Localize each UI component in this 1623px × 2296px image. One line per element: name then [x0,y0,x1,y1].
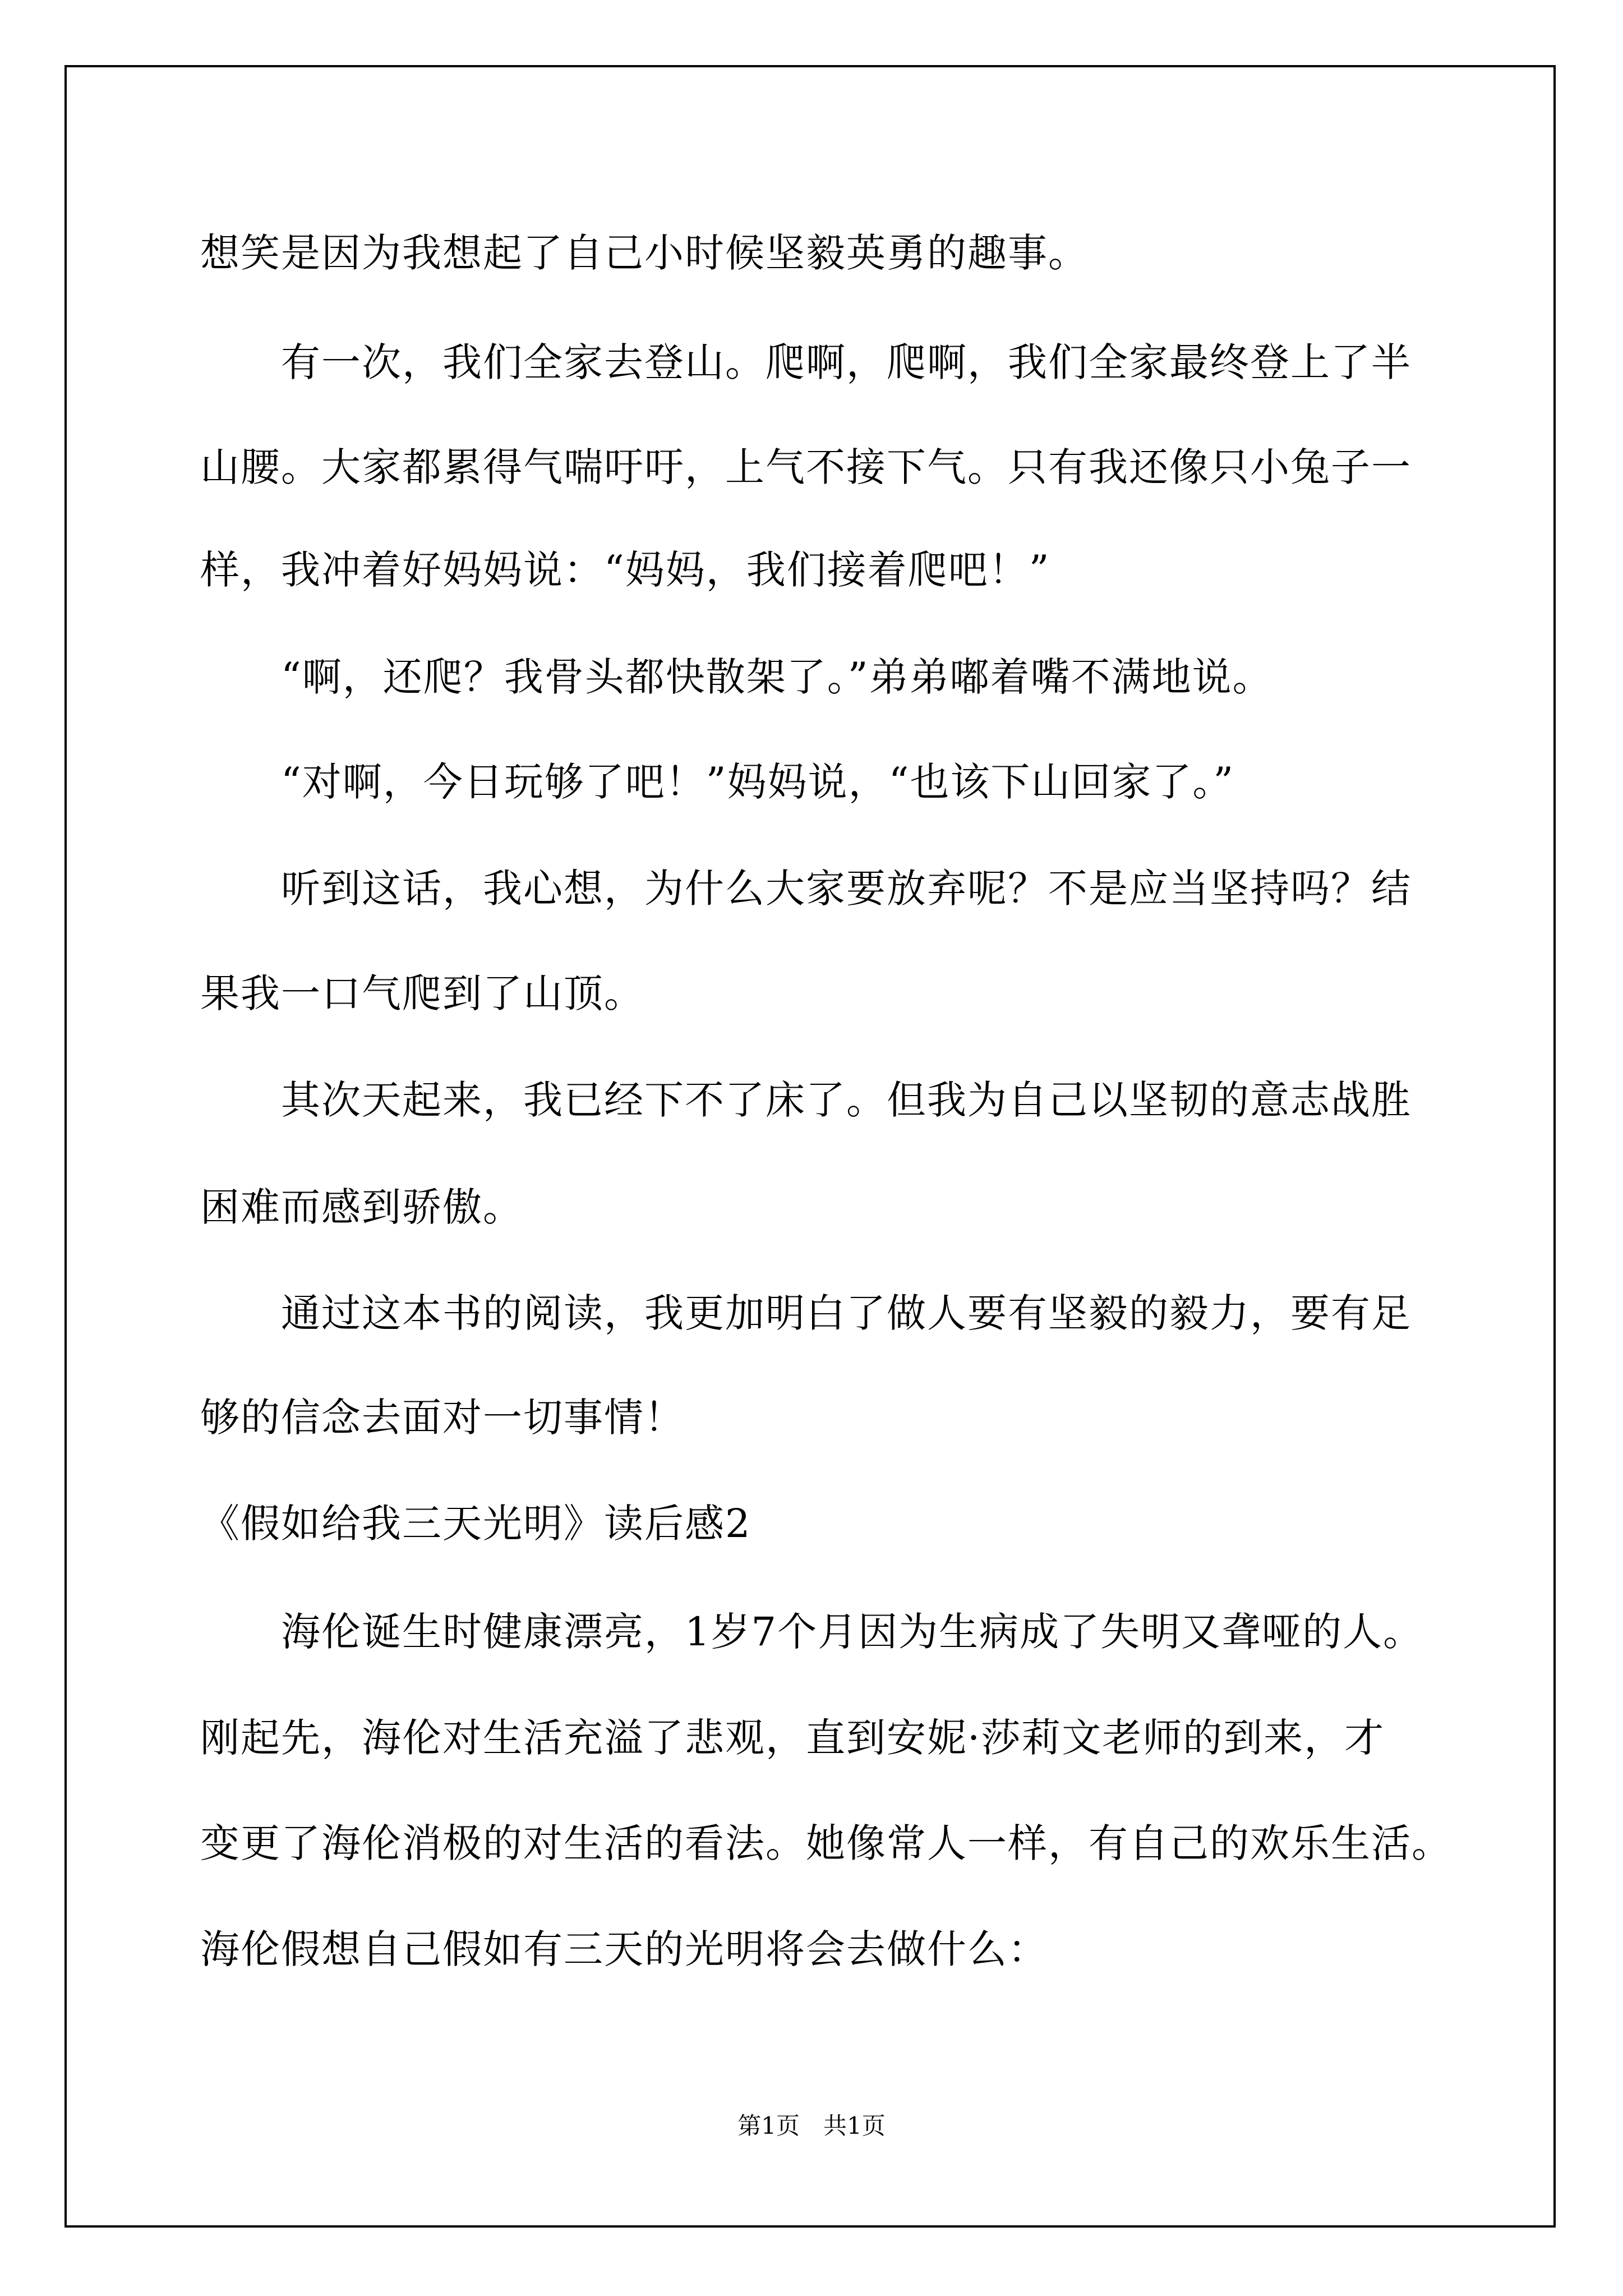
text-line: 海伦诞生时健康漂亮，1岁7个月因为生病成了失明又聋哑的人。 [281,1609,1424,1655]
page-number-footer: 第1页 共1页 [737,2112,886,2139]
text-line: 困难而感到骄傲。 [200,1184,523,1230]
page-border [64,65,1556,2228]
text-line: 有一次，我们全家去登山。爬啊，爬啊，我们全家最终登上了半 [281,339,1412,385]
section-heading: 《假如给我三天光明》读后感2 [200,1501,751,1547]
text-line: 刚起先，海伦对生活充溢了悲观，直到安妮·莎莉文老师的到来，才 [200,1715,1385,1761]
text-line: 想笑是因为我想起了自己小时候坚毅英勇的趣事。 [200,230,1089,276]
text-line: 山腰。大家都累得气喘吁吁，上气不接下气。只有我还像只小兔子一 [200,444,1412,490]
text-line: 通过这本书的阅读，我更加明白了做人要有坚毅的毅力，要有足 [281,1290,1412,1336]
text-line: 其次天起来，我已经下不了床了。但我为自己以坚韧的意志战胜 [281,1077,1412,1123]
text-line: “啊，还爬？我骨头都快散架了。”弟弟嘟着嘴不满地说。 [281,654,1273,700]
text-line: 变更了海伦消极的对生活的看法。她像常人一样，有自己的欢乐生活。 [200,1820,1452,1866]
text-line: 果我一口气爬到了山顶。 [200,970,644,1016]
text-line: 听到这话，我心想，为什么大家要放弃呢？不是应当坚持吗？结 [281,866,1412,912]
text-line: 够的信念去面对一切事情！ [200,1395,685,1441]
text-line: “对啊，今日玩够了吧！”妈妈说，“也该下山回家了。” [281,759,1235,805]
text-line: 海伦假想自己假如有三天的光明将会去做什么： [200,1926,1048,1972]
text-line: 样，我冲着好妈妈说：“妈妈，我们接着爬吧！” [200,547,1050,593]
